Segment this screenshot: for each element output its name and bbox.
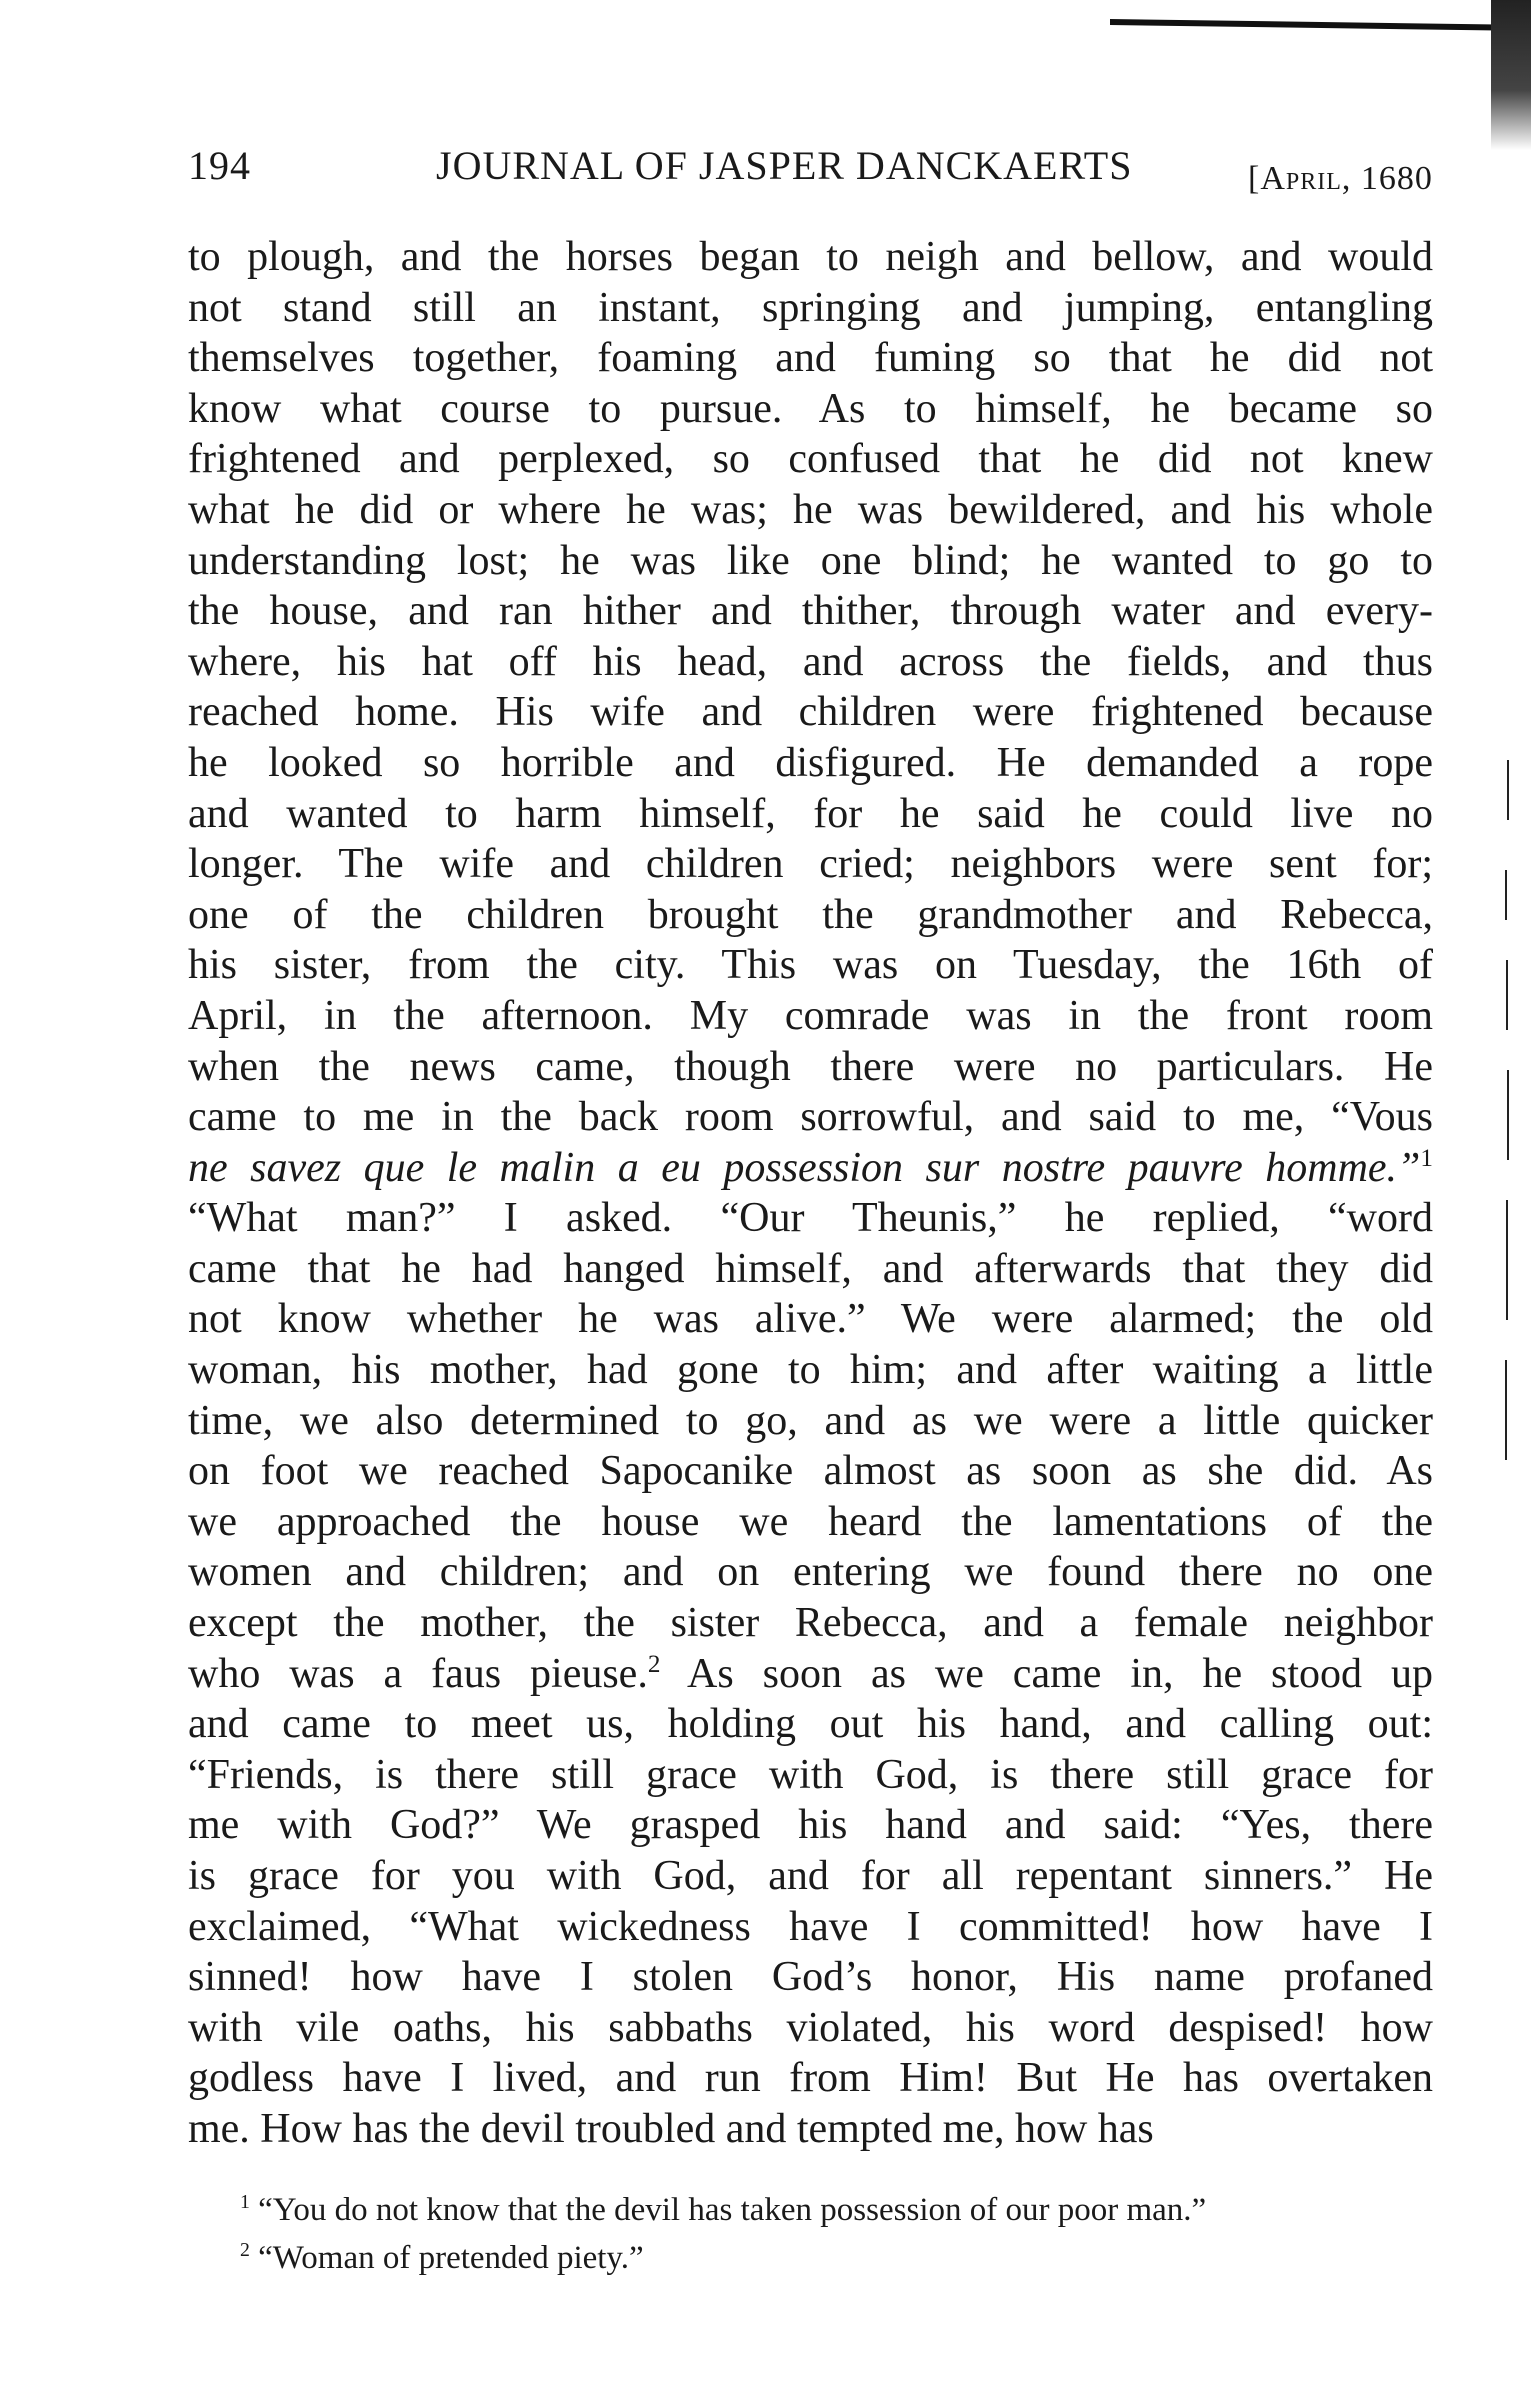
- text-line: longer. The wife and children cried; neighbors were sent for;: [188, 841, 1433, 888]
- text-line: came to me in the back room sorrowful, and said to me, “Vous: [188, 1094, 1433, 1141]
- text-line: except the mother, the sister Rebecca, and a female neighbor: [188, 1600, 1433, 1647]
- text-line: themselves together, foaming and fuming so that he did not: [188, 335, 1433, 382]
- text-line-italic: [188, 1143, 1433, 1194]
- text-line: women and children; and on entering we found there no one: [188, 1549, 1433, 1596]
- text-line: not know whether he was alive.” We were alarmed; the old: [188, 1296, 1433, 1343]
- footnote-text: “You do not know that the devil has taken possession of our poor man.”: [258, 2192, 1207, 2228]
- text-line: me. How has the devil troubled and tempted me, how has: [188, 2105, 1154, 2152]
- running-date: [April, 1680: [1248, 160, 1433, 197]
- text-line: April, in the afternoon. My comrade was in the front room: [188, 992, 1433, 1039]
- french-quote: ne savez que le malin a eu possession sur nostre pauvre homme.”: [188, 1144, 1421, 1191]
- footnote-ref-2: 2: [647, 1650, 661, 1678]
- text-line: sinned! how have I stolen God’s honor, His name profaned: [188, 1954, 1433, 2001]
- text-line: came that he had hanged himself, and afterwards that they did: [188, 1245, 1433, 1292]
- text-line: woman, his mother, had gone to him; and after waiting a little: [188, 1347, 1433, 1394]
- footnotes: [240, 2186, 1380, 2282]
- text-line: we approached the house we heard the lamentations of the: [188, 1498, 1433, 1545]
- running-title: JOURNAL OF JASPER DANCKAERTS: [436, 143, 1133, 188]
- text-line: reached home. His wife and children were frightened because: [188, 689, 1433, 736]
- text-line: is grace for you with God, and for all repentant sinners.” He: [188, 1853, 1433, 1899]
- footnote-text: “Woman of pretended piety.”: [258, 2240, 644, 2276]
- page-number: 194: [188, 143, 251, 188]
- body-text: [188, 232, 1433, 2155]
- text-line: “Friends, is there still grace with God, is there still grace for: [188, 1751, 1433, 1798]
- faus-pieuse-phrase: who was a faus pieuse.: [188, 1650, 648, 1697]
- text-line: he looked so horrible and disfigured. He demanded a rope: [188, 739, 1433, 786]
- text-line: frightened and perplexed, so confused that he did not knew: [188, 436, 1433, 483]
- text-line: exclaimed, “What wickedness have I committed! how have I: [188, 1903, 1433, 1950]
- text-line: his sister, from the city. This was on Tuesday, the 16th of: [188, 942, 1433, 989]
- margin-line: [1506, 960, 1508, 1030]
- text-line: one of the children brought the grandmother and Rebecca,: [188, 891, 1433, 938]
- text-line: “What man?” I asked. “Our Theunis,” he replied, “word: [188, 1195, 1433, 1242]
- text-line: and wanted to harm himself, for he said he could live no: [188, 790, 1433, 837]
- scan-edge-mark: [1110, 19, 1531, 31]
- margin-line: [1505, 870, 1507, 920]
- text-line: the house, and ran hither and thither, through water and every-: [188, 588, 1433, 635]
- text-line: on foot we reached Sapocanike almost as soon as she did. As: [188, 1448, 1433, 1495]
- text-line: where, his hat off his head, and across the fields, and thus: [188, 638, 1433, 685]
- margin-line: [1507, 1070, 1509, 1160]
- footnote-2: [240, 2234, 1380, 2282]
- footnote-1: [240, 2186, 1380, 2234]
- margin-line: [1506, 1200, 1508, 1320]
- text-line: what he did or where he was; he was bewildered, and his whole: [188, 486, 1433, 533]
- footnote-ref-1: 1: [1420, 1144, 1433, 1172]
- text-line: time, we also determined to go, and as we were a little quicker: [188, 1397, 1433, 1444]
- text-line: with vile oaths, his sabbaths violated, his word despised! how: [188, 2004, 1433, 2051]
- text-line: and came to meet us, holding out his hand, and calling out:: [188, 1701, 1433, 1748]
- text-line: me with God?” We grasped his hand and said: “Yes, there: [188, 1802, 1433, 1849]
- footnote-marker: 1: [240, 2191, 250, 2213]
- text-line: godless have I lived, and run from Him! But He has overtaken: [188, 2055, 1433, 2102]
- margin-line: [1507, 760, 1509, 820]
- text-line: know what course to pursue. As to himself, he became so: [188, 385, 1433, 432]
- scan-corner-shadow: [1491, 0, 1531, 150]
- text-line: understanding lost; he was like one blind; he wanted to go to: [188, 537, 1433, 584]
- footnote-marker: 2: [240, 2239, 250, 2261]
- text-line: to plough, and the horses began to neigh and bellow, and would: [188, 234, 1433, 280]
- text-line: when the news came, though there were no particulars. He: [188, 1043, 1433, 1090]
- margin-marks: [1505, 760, 1525, 1460]
- page-header: [188, 136, 1438, 206]
- margin-line: [1505, 1360, 1507, 1460]
- text-line: not stand still an instant, springing and jumping, entangling: [188, 284, 1433, 331]
- line-continuation: As soon as we came in, he stood up: [660, 1650, 1433, 1697]
- text-line-with-footnote: [188, 1649, 1433, 1700]
